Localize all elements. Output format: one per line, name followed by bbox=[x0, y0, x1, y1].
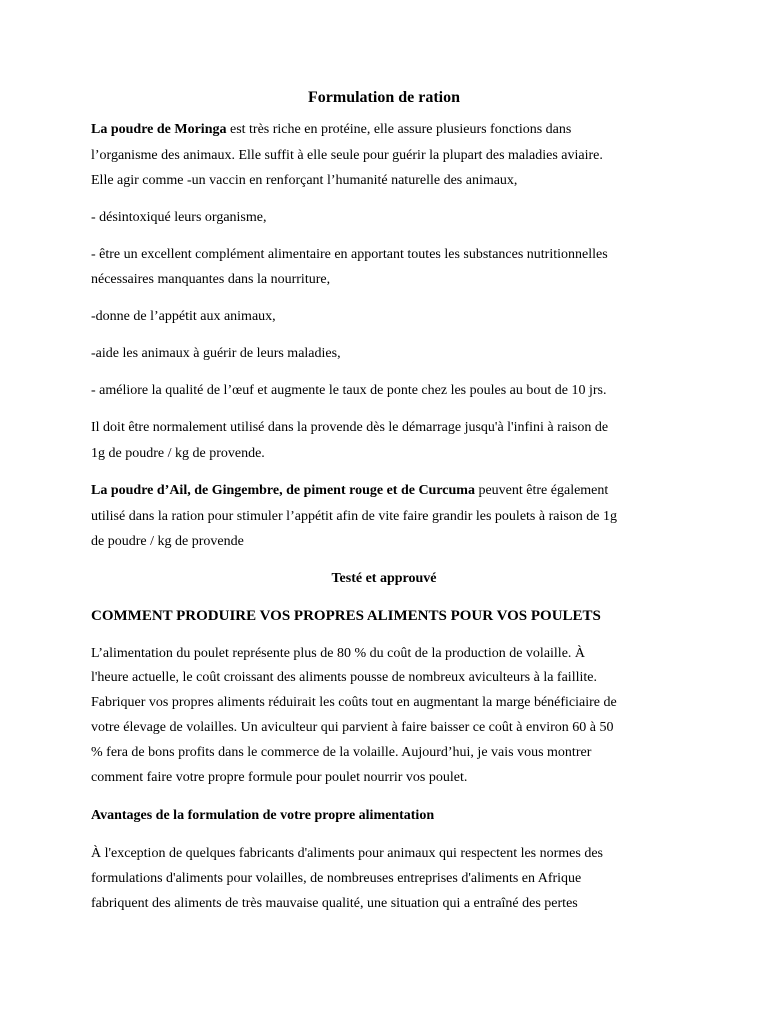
bullet-egg-quality: - améliore la qualité de l’œuf et augmente le taux de ponte chez les poules au bout de 10 jrs. bbox=[91, 383, 607, 398]
moringa-line-1-rest: est très riche en protéine, elle assure plusieurs fonctions dans bbox=[226, 122, 572, 137]
tested-approved-label: Testé et approuvé bbox=[331, 571, 437, 586]
document-title: Formulation de ration bbox=[308, 89, 460, 106]
paragraph-moringa-line-2: l’organisme des animaux. Elle suffit à elle seule pour guérir la plupart des maladies aviaire. bbox=[91, 148, 603, 163]
paragraph-africa-line-2: formulations d'aliments pour volailles, de nombreuses entreprises d'aliments en Afrique bbox=[91, 871, 582, 886]
paragraph-spices-line-1 bbox=[91, 482, 608, 500]
paragraph-moringa-line-1 bbox=[91, 121, 571, 139]
bullet-heal: -aide les animaux à guérir de leurs maladies, bbox=[91, 346, 341, 361]
paragraph-cost-line-1: L’alimentation du poulet représente plus de 80 % du coût de la production de volaille. À bbox=[91, 646, 586, 661]
section-heading-advantages: Avantages de la formulation de votre propre alimentation bbox=[91, 808, 435, 823]
paragraph-moringa-line-3: Elle agir comme -un vaccin en renforçant l’humanité naturelle des animaux, bbox=[91, 173, 518, 188]
paragraph-cost-line-6: comment faire votre propre formule pour poulet nourrir vos poulet. bbox=[91, 770, 468, 785]
paragraph-cost-line-4: votre élevage de volailles. Un aviculteur qui parvient à faire baisser ce coût à environ 60 à 50 bbox=[91, 720, 614, 735]
bullet-detox: - désintoxiqué leurs organisme, bbox=[91, 210, 267, 225]
paragraph-africa-line-1: À l'exception de quelques fabricants d'aliments pour animaux qui respectent les normes des bbox=[91, 846, 604, 861]
moringa-bold-text: La poudre de Moringa bbox=[91, 122, 227, 137]
spices-line-1-rest: peuvent être également bbox=[474, 483, 609, 498]
section-heading-produce-feed: COMMENT PRODUIRE VOS PROPRES ALIMENTS POUR VOS POULETS bbox=[91, 608, 601, 624]
paragraph-spices-line-2: utilisé dans la ration pour stimuler l’appétit afin de vite faire grandir les poulets à raison de 1g bbox=[91, 509, 618, 524]
paragraph-cost-line-2: l'heure actuelle, le coût croissant des aliments pousse de nombreux aviculteurs à la faillite. bbox=[91, 670, 597, 685]
spices-bold-text: La poudre d’Ail, de Gingembre, de piment rouge et de Curcuma bbox=[91, 483, 475, 498]
paragraph-cost-line-3: Fabriquer vos propres aliments réduirait les coûts tout en augmentant la marge bénéficiaire de bbox=[91, 695, 617, 710]
paragraph-dosage-line-1: Il doit être normalement utilisé dans la provende dès le démarrage jusqu'à l'infini à raison de bbox=[91, 420, 609, 435]
paragraph-spices-line-3: de poudre / kg de provende bbox=[91, 534, 244, 549]
paragraph-africa-line-3: fabriquent des aliments de très mauvaise qualité, une situation qui a entraîné des pertes bbox=[91, 896, 578, 911]
paragraph-dosage-line-2: 1g de poudre / kg de provende. bbox=[91, 446, 265, 461]
bullet-appetite: -donne de l’appétit aux animaux, bbox=[91, 309, 276, 324]
bullet-complement-line-2: nécessaires manquantes dans la nourriture, bbox=[91, 272, 331, 287]
bullet-complement-line-1: - être un excellent complément alimentaire en apportant toutes les substances nutritionnelles bbox=[91, 247, 608, 262]
paragraph-cost-line-5: % fera de bons profits dans le commerce de la volaille. Aujourd’hui, je vais vous montrer bbox=[91, 745, 592, 760]
